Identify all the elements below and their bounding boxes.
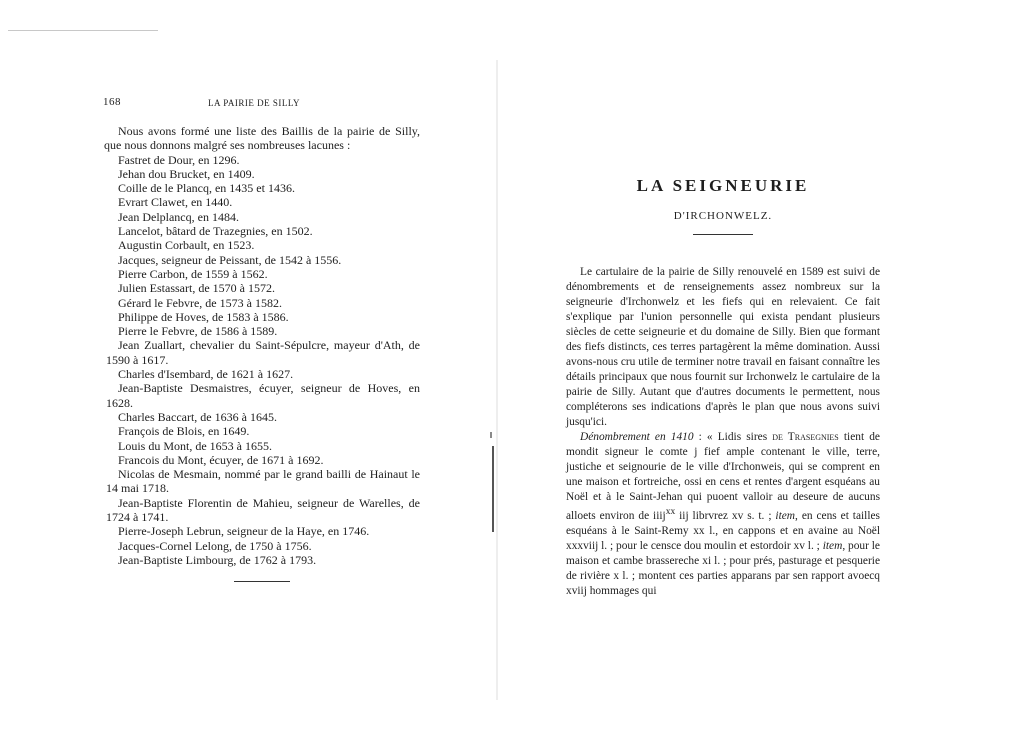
list-item: Gérard le Febvre, de 1573 à 1582. [118,295,282,310]
running-head-title: LA PAIRIE DE SILLY [208,98,301,108]
list-intro: Nous avons formé une liste des Baillis de la pairie de Silly, que nous donnons malgré ses nombreuses lacunes : [104,124,420,153]
list-item: Louis du Mont, de 1653 à 1655. [118,438,272,453]
list-item: Philippe de Hoves, de 1583 à 1586. [118,309,289,324]
list-item: Evrart Clawet, en 1440. [118,195,233,210]
chapter-body [566,265,880,599]
right-page [566,176,880,599]
list-item: Nicolas de Mesmain, nommé par le grand bailli de Hainaut le 14 mai 1718. [106,467,420,496]
title-rule [693,234,753,235]
running-head [100,96,420,110]
paragraph-2-text-c: iij librvrez xv s. t. ; [675,509,776,522]
list-item: Jacques, seigneur de Peissant, de 1542 à 1556. [118,252,342,267]
list-item: Julien Estassart, de 1570 à 1572. [118,281,275,296]
list-item: Augustin Corbault, en 1523. [118,238,255,253]
paragraph-1: Le cartulaire de la pairie de Silly renouvelé en 1589 est suivi de dénombrements et de renseignements assez nombreux sur la seigneurie d'Irchonwelz et les fiefs qui en relevaient. Ce fait s'explique par l'union personnelle qui exista pendant plusieurs siècles de cette seigneurie et du domaine de Silly. Bien que formant des fiefs distincts, ces terres partagèrent la même domination. Aussi avons-nous cru utile de terminer notre travail en faisant connaître les détails principaux que nous fournit sur Irchonwelz le cartulaire de la pairie de Silly. Autant que d'autres documents le permettent, nous compléterons ses indications d'après le plan que nous avons suivi jusqu'ici. [566,266,880,428]
paragraph-2-text-e: , pour le maison et cambe brassereche xi l. ; pour prés, pasturage et pesquerie de rivière x l. ; montent ces parties apparans par sen rapport avoecq xviij hommages qui [566,539,880,597]
scan-speck [490,432,492,438]
list-item: Pierre le Febvre, de 1586 à 1589. [118,324,278,339]
list-item: Charles Baccart, de 1636 à 1645. [118,409,277,424]
scan-crease [492,446,494,532]
paragraph-2-name: de Trasegnies [772,431,839,443]
list-item: Francois du Mont, écuyer, de 1671 à 1692. [118,452,324,467]
list-item: Jean Delplancq, en 1484. [118,209,239,224]
chapter-title: LA SEIGNEURIE [636,176,810,195]
paragraph-2-text-d: , en cens et tailles esquéans à le Saint-Remy xx l., en cappons et en avaine au Noël xxxviij l. ; pour le censce dou moulin et estordoir xv l. ; [566,509,880,552]
list-item: Pierre-Joseph Lebrun, seigneur de la Haye, en 1746. [118,524,370,539]
list-item: Jehan dou Brucket, en 1409. [118,166,255,181]
page-gutter [496,60,498,700]
paragraph-2-lead: Dénombrement en 1410 [580,431,694,443]
list-item: Lancelot, bâtard de Trazegnies, en 1502. [118,224,313,239]
scan-edge-line [8,30,158,31]
chapter-subtitle: D'IRCHONWELZ. [673,210,773,222]
list-item: Jean-Baptiste Limbourg, de 1762 à 1793. [118,552,317,567]
list-item: Jean-Baptiste Desmaistres, écuyer, seigneur de Hoves, en 1628. [106,381,420,410]
paragraph-2-text-a: : « Lidis sires [693,431,773,443]
list-item: Charles d'Isembard, de 1621 à 1627. [118,367,294,382]
list-item: Coille de le Plancq, en 1435 et 1436. [118,181,295,196]
list-item: Fastret de Dour, en 1296. [118,152,240,167]
bailiffs-list [100,124,420,567]
paragraph-2-item-1: item [775,509,796,522]
list-item: Jean Zuallart, chevalier du Saint-Sépulcre, mayeur d'Ath, de 1590 à 1617. [106,338,420,367]
end-rule [234,581,290,582]
page-number: 168 [103,96,121,108]
paragraph-2-text-b: tient de mondit signeur le comte j fief ample contenant le ville, terre, justiche et seignourie de le ville d'Irchonweis, qui se comprent en une maison et fortreiche, ossi en cens et rentes d'argent esquéans au Noël et à le Saint-Jehan qui puoent valloir au deseure de aucuns alloets environ de iiij [566,431,880,522]
list-item: Pierre Carbon, de 1559 à 1562. [118,266,268,281]
paragraph-2-item-2: item [822,539,843,552]
paragraph-2 [566,430,880,599]
list-item: Jean-Baptiste Florentin de Mahieu, seigneur de Warelles, de 1724 à 1741. [106,495,420,525]
paragraph-2-superscript: xx [665,507,676,517]
left-page [100,96,420,582]
list-item: François de Blois, en 1649. [118,424,250,439]
list-item: Jacques-Cornel Lelong, de 1750 à 1756. [118,538,312,553]
